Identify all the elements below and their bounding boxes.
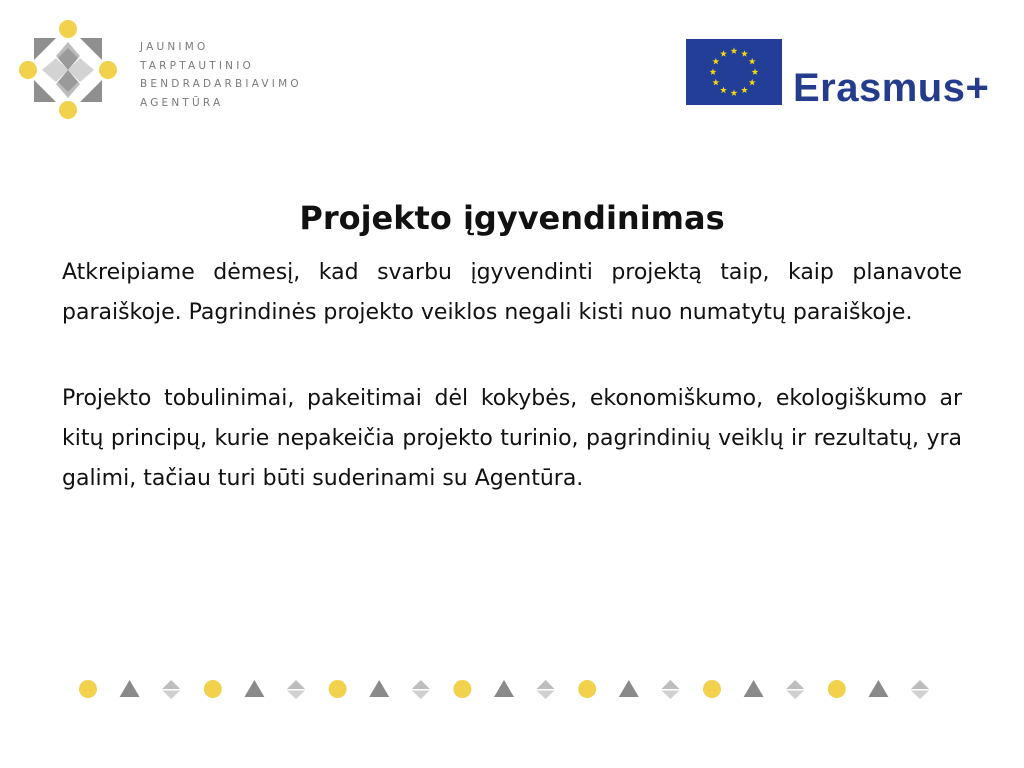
gray-diamond-icon [661, 680, 679, 699]
yellow-circle-icon [828, 680, 846, 698]
yellow-circle-icon [453, 680, 471, 698]
yellow-circle-icon [703, 680, 721, 698]
body-paragraph: Atkreipiame dėmesį, kad svarbu įgyvendinti projektą taip, kaip planavote paraiškoje. Pagrindinės projekto veiklos negali kisti nuo numatytų paraiškoje. [62, 260, 962, 325]
gray-triangle-icon [244, 680, 264, 697]
yellow-circle-icon [329, 680, 347, 698]
jta-logo-icon [18, 18, 118, 122]
body-paragraph: Projekto tobulinimai, pakeitimai dėl kokybės, ekonomiškumo, ekologiškumo ar kitų principų, kurie nepakeičia projekto turinio, pagrindinių veiklų ir rezultatų, yra galimi, tačiau turi būti suderinami su Agentūra. [62, 386, 962, 491]
yellow-circle-icon [204, 680, 222, 698]
slide-body [62, 253, 962, 499]
gray-triangle-icon [369, 680, 389, 697]
gray-triangle-icon [868, 680, 888, 697]
gray-triangle-icon [120, 680, 140, 697]
decorative-footer-pattern [70, 674, 930, 704]
logo-line: JAUNIMO [140, 41, 209, 53]
jta-logo-wordmark [140, 38, 302, 112]
slide-title: Projekto įgyvendinimas [299, 199, 725, 237]
logo-line: BENDRADARBIAVIMO [140, 78, 302, 90]
eu-flag-icon [686, 39, 782, 105]
gray-diamond-icon [786, 680, 804, 699]
yellow-circle-icon [79, 680, 97, 698]
logo-line: TARPTAUTINIO [140, 59, 255, 72]
gray-diamond-icon [412, 680, 430, 699]
erasmus-plus-logo: Erasmus+ [793, 66, 990, 110]
logo-line: AGENTŪRA [140, 96, 224, 109]
gray-triangle-icon [744, 680, 764, 697]
gray-triangle-icon [619, 680, 639, 697]
gray-diamond-icon [911, 680, 929, 699]
gray-diamond-icon [537, 680, 555, 699]
yellow-circle-icon [578, 680, 596, 698]
gray-diamond-icon [162, 680, 180, 699]
gray-triangle-icon [494, 680, 514, 697]
gray-diamond-icon [287, 680, 305, 699]
